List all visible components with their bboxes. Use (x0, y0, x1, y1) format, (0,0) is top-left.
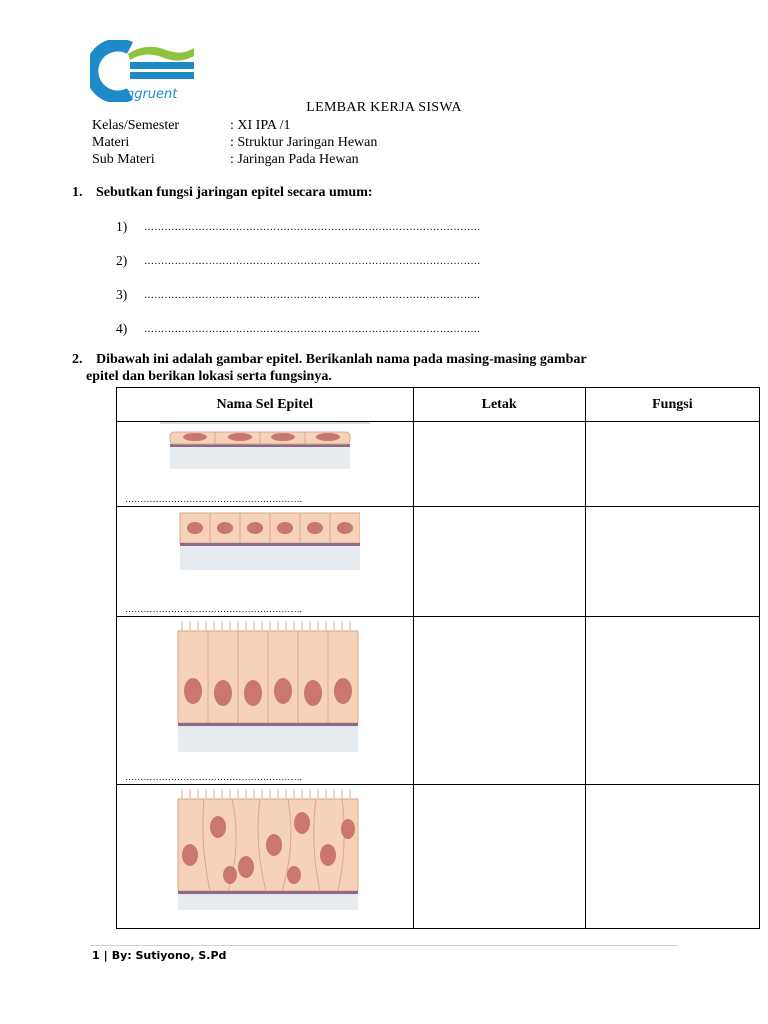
letak-cell[interactable] (413, 507, 585, 617)
table-header-row (117, 388, 760, 422)
image-cell (117, 507, 414, 617)
meta-label: Materi (92, 135, 130, 150)
question-2 (72, 351, 712, 385)
worksheet-title: LEMBAR KERJA SISWA (306, 100, 462, 115)
answer-dots: ……………………………………………………………………………………… (144, 290, 481, 301)
table-row (117, 617, 760, 785)
image-cell (117, 785, 414, 929)
meta-value: : XI IPA /1 (230, 118, 291, 133)
header-letak: Letak (413, 388, 585, 422)
meta-row-submaterial (92, 151, 377, 168)
meta-label: Sub Materi (92, 152, 155, 167)
question-text-line2: epitel dan berikan lokasi serta fungsinya. (86, 369, 332, 384)
page-footer (92, 949, 226, 962)
table-row (117, 785, 760, 929)
meta-row-material (92, 134, 377, 151)
header-fungsi: Fungsi (585, 388, 759, 422)
question-number: 1. (72, 185, 83, 200)
pseudostratified-epithelium-image (170, 785, 360, 915)
answer-dots: ……………………………………………………………………………………… (144, 222, 481, 233)
answer-lines (116, 219, 654, 355)
answer-line[interactable] (116, 219, 654, 253)
meta-block (92, 117, 377, 168)
fungsi-cell[interactable] (585, 617, 759, 785)
answer-number: 1) (116, 219, 128, 234)
question-text-line1: Dibawah ini adalah gambar epitel. Berikanlah nama pada masing-masing gambar (96, 352, 587, 367)
name-dots[interactable]: …………………………………………………. (125, 772, 303, 782)
table-row (117, 507, 760, 617)
cuboidal-epithelium-image (170, 507, 360, 577)
fungsi-cell[interactable] (585, 422, 759, 507)
answer-line[interactable] (116, 253, 654, 287)
answer-number: 4) (116, 321, 128, 336)
page-number: 1 (92, 949, 100, 962)
answer-line[interactable] (116, 287, 654, 321)
fungsi-cell[interactable] (585, 507, 759, 617)
footer-author: By: Sutiyono, S.Pd (111, 949, 227, 962)
answer-number: 3) (116, 287, 128, 302)
meta-row-class (92, 117, 377, 134)
table-row (117, 422, 760, 507)
question-1 (72, 185, 373, 201)
letak-cell[interactable] (413, 617, 585, 785)
letak-cell[interactable] (413, 785, 585, 929)
footer-divider (90, 945, 678, 946)
answer-dots: ……………………………………………………………………………………… (144, 324, 481, 335)
columnar-epithelium-image (170, 617, 360, 757)
congruent-logo (90, 40, 196, 102)
name-dots[interactable]: …………………………………………………. (125, 604, 303, 614)
answer-line[interactable] (116, 321, 654, 355)
question-text: Sebutkan fungsi jaringan epitel secara umum: (96, 185, 373, 200)
question-number: 2. (72, 352, 83, 367)
answer-number: 2) (116, 253, 128, 268)
image-cell (117, 422, 414, 507)
epitel-table (116, 387, 760, 929)
footer-separator: | (103, 949, 108, 962)
header-nama: Nama Sel Epitel (117, 388, 414, 422)
meta-value: : Struktur Jaringan Hewan (230, 135, 378, 150)
name-dots[interactable]: …………………………………………………. (125, 494, 303, 504)
image-cell (117, 617, 414, 785)
fungsi-cell[interactable] (585, 785, 759, 929)
svg-text:ongruent: ongruent (118, 87, 178, 102)
squamous-epithelium-image (160, 422, 370, 472)
meta-label: Kelas/Semester (92, 118, 180, 133)
meta-value: : Jaringan Pada Hewan (230, 152, 359, 167)
letak-cell[interactable] (413, 422, 585, 507)
answer-dots: ……………………………………………………………………………………… (144, 256, 481, 267)
